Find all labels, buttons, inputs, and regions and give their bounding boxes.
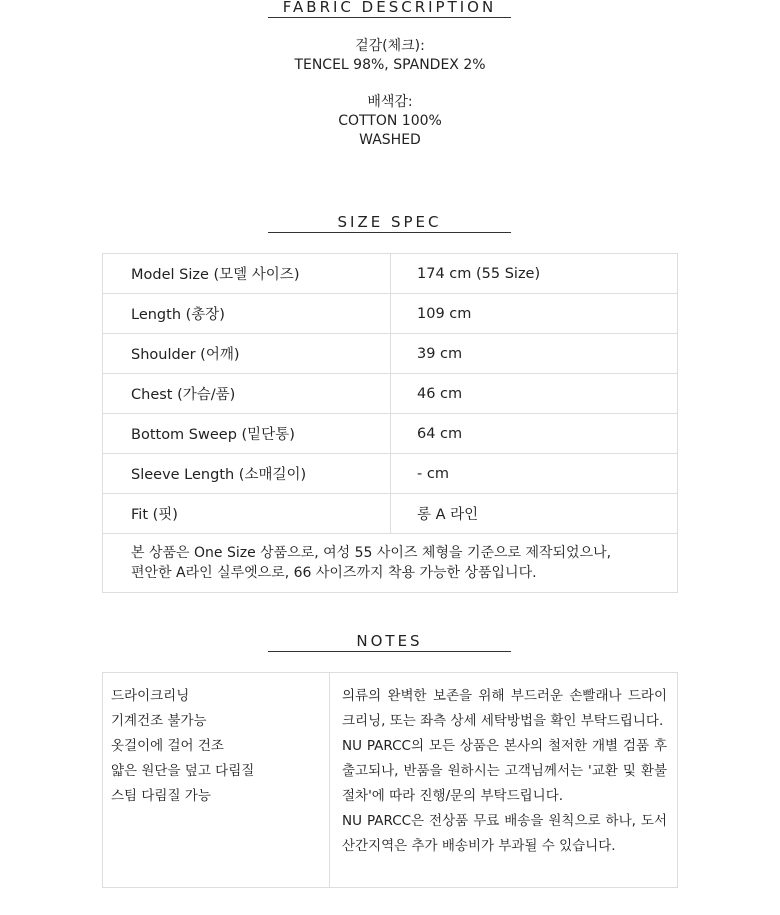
fabric-outer-label: 겉감(체크): — [355, 38, 425, 54]
notes-table — [102, 672, 678, 888]
table-row — [103, 494, 678, 534]
table-row — [103, 294, 678, 334]
policy-paragraph: 의류의 완벽한 보존을 위해 부드러운 손빨래나 드라이크리닝, 또는 좌측 상세 세탁방법을 확인 부탁드립니다. — [342, 688, 667, 729]
size-note-line: 본 상품은 One Size 상품으로, 여성 55 사이즈 체형을 기준으로 제작되었으나, — [131, 545, 612, 561]
spec-label: Chest (가슴/품) — [103, 374, 391, 414]
fabric-outer-block — [0, 37, 780, 75]
spec-label: Model Size (모델 사이즈) — [103, 254, 391, 294]
spec-value: 109 cm — [391, 294, 678, 334]
care-item: 스팀 다림질 가능 — [111, 788, 211, 804]
policy-paragraph: NU PARCC은 전상품 무료 배송을 원칙으로 하나, 도서산간지역은 추가 배송비가 부과될 수 있습니다. — [342, 813, 667, 854]
spec-value: 롱 A 라인 — [391, 494, 678, 534]
spec-label: Shoulder (어깨) — [103, 334, 391, 374]
care-item: 얇은 원단을 덮고 다림질 — [111, 763, 255, 779]
care-item: 드라이크리닝 — [111, 688, 190, 704]
size-note — [103, 534, 678, 593]
size-note-row — [103, 534, 678, 593]
care-instructions — [103, 673, 330, 888]
size-spec-table — [102, 253, 678, 593]
fabric-description-heading: FABRIC DESCRIPTION — [268, 0, 511, 18]
spec-label: Sleeve Length (소매길이) — [103, 454, 391, 494]
spec-label: Bottom Sweep (밑단통) — [103, 414, 391, 454]
fabric-trim-value: COTTON 100% — [338, 113, 442, 129]
care-item: 기계건조 불가능 — [111, 713, 207, 729]
notes-heading: NOTES — [268, 632, 511, 652]
table-row — [103, 334, 678, 374]
fabric-trim-block — [0, 93, 780, 150]
fabric-trim-finish: WASHED — [359, 132, 421, 148]
care-item: 옷걸이에 걸어 건조 — [111, 738, 224, 754]
table-row — [103, 673, 678, 888]
size-spec-heading: SIZE SPEC — [268, 213, 511, 233]
spec-value: - cm — [391, 454, 678, 494]
spec-value: 39 cm — [391, 334, 678, 374]
table-row — [103, 454, 678, 494]
spec-label: Length (총장) — [103, 294, 391, 334]
spec-value: 174 cm (55 Size) — [391, 254, 678, 294]
policy-paragraph: NU PARCC의 모든 상품은 본사의 철저한 개별 검품 후 출고되나, 반품을 원하시는 고객님께서는 '교환 및 환불 절차'에 따라 진행/문의 부탁드립니다. — [342, 738, 667, 804]
spec-value: 46 cm — [391, 374, 678, 414]
table-row — [103, 374, 678, 414]
table-row — [103, 254, 678, 294]
fabric-outer-value: TENCEL 98%, SPANDEX 2% — [294, 57, 486, 73]
spec-label: Fit (핏) — [103, 494, 391, 534]
policy-notes — [330, 673, 678, 888]
size-note-line: 편안한 A라인 실루엣으로, 66 사이즈까지 착용 가능한 상품입니다. — [131, 565, 537, 581]
spec-value: 64 cm — [391, 414, 678, 454]
fabric-trim-label: 배색감: — [367, 94, 413, 110]
table-row — [103, 414, 678, 454]
